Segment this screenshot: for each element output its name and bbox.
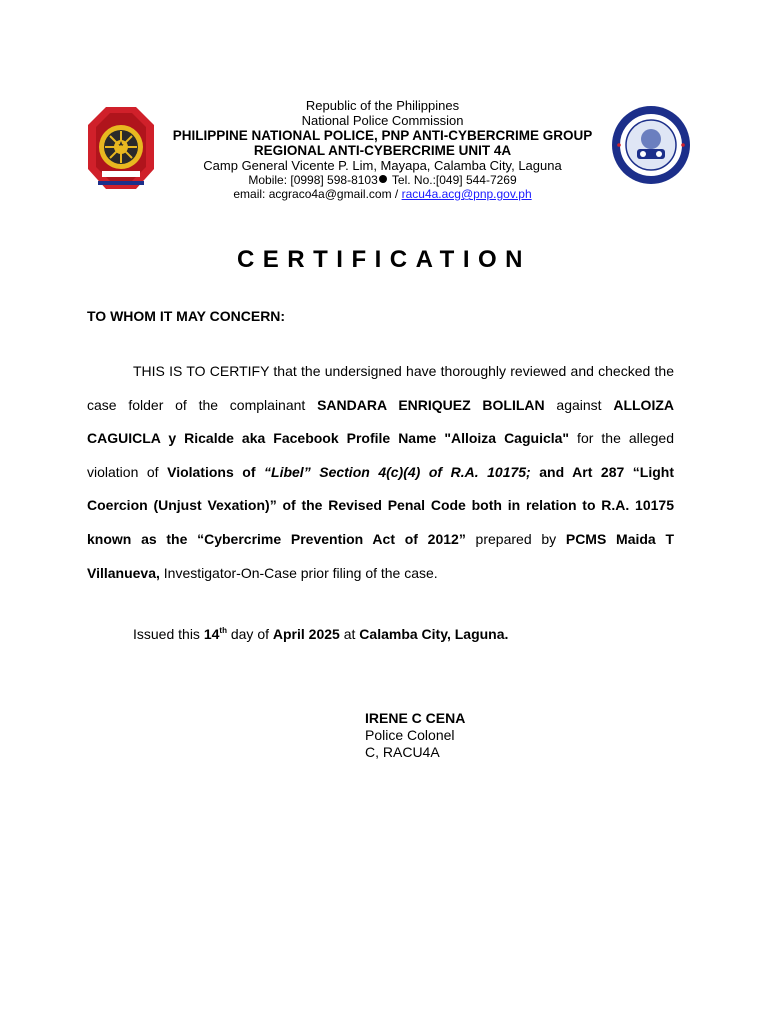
complainant-name: SANDARA ENRIQUEZ BOLILAN (317, 396, 545, 413)
body-text-5: Investigator-On-Case prior filing of the case. (159, 564, 438, 581)
signatory-block (365, 710, 465, 761)
acg-seal-icon (609, 105, 693, 185)
header-racu: REGIONAL ANTI-CYBERCRIME UNIT 4A (253, 143, 512, 158)
header-email-line (150, 187, 615, 202)
header-pnp-acg: PHILIPPINE NATIONAL POLICE, PNP ANTI-CYBERCRIME GROUP (172, 128, 593, 143)
body-text-4: prepared by (465, 530, 566, 547)
header-contacts (150, 173, 615, 187)
body-text-1: THIS IS TO CERTIFY that the undersigned have thoroughly reviewed and checked the case folder of the complainant (87, 363, 674, 413)
header-republic: Republic of the Philippines (305, 98, 460, 113)
respondent-name: ALLOIZA CAGUICLA y Ricalde aka Facebook Profile Name "Alloiza Caguicla" (87, 396, 674, 447)
signatory-rank: Police Colonel (365, 727, 455, 743)
signatory-position: C, RACU4A (365, 744, 440, 760)
investigator-name: PCMS Maida T Villanueva, (87, 530, 674, 581)
violations-label: Violations of (167, 463, 265, 480)
certification-body (87, 355, 674, 590)
letterhead (150, 98, 615, 202)
issued-line: Issued this 14th day of April 2025 at Calamba City, Laguna. (133, 626, 509, 642)
body-text-2: against (544, 396, 614, 413)
body-text-3: for the alleged violation of (87, 430, 674, 480)
header-commission: National Police Commission (301, 113, 464, 128)
issued-month-year: April 2025 (272, 626, 340, 642)
signatory-name: IRENE C CENA (365, 710, 466, 726)
violation-coercion: and Art 287 “Light Coercion (Unjust Vexation)” of the Revised Penal Code both in relation to R.A. 10175 known as the “Cybercrime Prevention Act of 2012” (87, 463, 675, 547)
header-email: email: acgraco4a@gmail.com / (233, 187, 402, 201)
pnp-seal-icon (88, 105, 154, 190)
email-link[interactable]: racu4a.acg@pnp.gov.ph (401, 187, 532, 201)
violation-libel: “Libel” Section 4(c)(4) of R.A. 10175; (264, 463, 531, 480)
document-title: CERTIFICATION (236, 246, 532, 273)
header-address: Camp General Vicente P. Lim, Mayapa, Calamba City, Laguna (203, 158, 562, 173)
issued-place: Calamba City, Laguna. (359, 626, 509, 642)
header-tel: Tel. No.:[049] 544-7269 (388, 173, 517, 187)
issued-day: 14 (203, 626, 220, 642)
issued-day-suffix: th (219, 626, 227, 635)
salutation: TO WHOM IT MAY CONCERN: (87, 308, 286, 324)
bullet-icon (379, 175, 387, 183)
header-mobile: Mobile: [0998] 598-8103 (248, 173, 378, 187)
